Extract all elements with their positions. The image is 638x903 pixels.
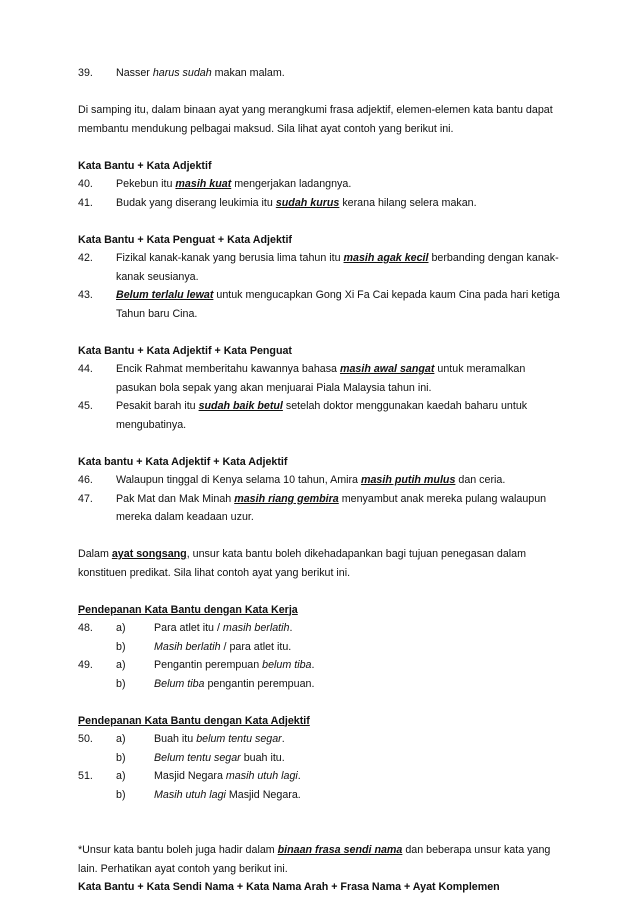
example-48b: b) Masih berlatih / para atlet itu. [116,640,292,653]
emphasis: masih kuat [175,178,232,190]
example-40: 40. Pekebun itu masih kuat mengerjakan ladangnya. [78,178,352,190]
emphasis: ayat songsang [111,548,187,560]
example-49a: a) Pengantin perempuan belum tiba. [116,659,315,671]
example-41: 41. Budak yang diserang leukimia itu sudah kurus kerana hilang selera makan. [78,196,477,209]
paragraph-intro: Di samping itu, dalam binaan ayat yang merangkumi frasa adjektif, elemen-elemen kata bantu dapat membantu mendukung pelbagai maksud. Sila lihat ayat contoh yang berikut ini. [78,104,553,135]
emphasis: harus sudah [152,67,212,79]
emphasis: masih agak kecil [343,252,429,264]
heading-kb-adj-penguat: Kata Bantu + Kata Adjektif + Kata Penguat [78,344,292,357]
example-48: 48. a) Para atlet itu / masih berlatih. b) Masih berlatih / para atlet itu. [78,619,562,656]
example-47: 47. Pak Mat dan Mak Minah masih riang gembira menyambut anak mereka pulang walaupun mereka dalam keadaan uzur. [78,492,547,523]
emphasis: sudah baik betul [198,400,283,412]
emphasis: sudah kurus [275,196,340,209]
example-50b: b) Belum tentu segar buah itu. [116,751,285,764]
example-46: 46. Walaupun tinggal di Kenya selama 10 tahun, Amira masih putih mulus dan ceria. [78,474,506,486]
example-51b: b) Masih utuh lagi Masjid Negara. [116,788,301,801]
example-42: 42. Fizikal kanak-kanak yang berusia lima tahun itu masih agak kecil berbanding dengan kanak-kanak seusianya. [78,252,559,283]
example-50: 50. a) Buah itu belum tentu segar. b) Belum tentu segar buah itu. [78,730,562,767]
emphasis: Belum terlalu lewat [116,289,214,301]
heading-kb-penguat-adj: Kata Bantu + Kata Penguat + Kata Adjektif [78,233,292,246]
heading-kb-adj-adj: Kata bantu + Kata Adjektif + Kata Adjektif [78,455,288,468]
example-49: 49. a) Pengantin perempuan belum tiba. b) Belum tiba pengantin perempuan. [78,656,562,693]
example-51a: a) Masjid Negara masih utuh lagi. [116,770,301,782]
example-39 [78,64,562,83]
example-50a: a) Buah itu belum tentu segar. [116,733,285,745]
heading-kb-adj: Kata Bantu + Kata Adjektif [78,159,212,172]
heading-pendepanan-kerja: Pendepanan Kata Bantu dengan Kata Kerja [78,603,298,616]
emphasis: masih putih mulus [360,474,456,486]
example-number: 39. [78,67,93,79]
example-49b: b) Belum tiba pengantin perempuan. [116,677,315,690]
example-48a: a) Para atlet itu / masih berlatih. [116,622,293,634]
example-43: 43. Belum terlalu lewat untuk mengucapkan Gong Xi Fa Cai kepada kaum Cina pada hari ketiga Tahun baru Cina. [78,289,560,320]
paragraph-ayat-songsang: Dalam ayat songsang, unsur kata bantu boleh dikehadapankan bagi tujuan penegasan dalam konstituen predikat. Sila lihat contoh ayat yang berikut ini. [78,548,526,579]
example-51: 51. a) Masjid Negara masih utuh lagi. b) Masih utuh lagi Masjid Negara. [78,767,562,804]
emphasis: binaan frasa sendi nama [277,844,403,856]
emphasis: masih awal sangat [339,363,435,375]
document-page [78,64,562,897]
example-text: Nasser harus sudah makan malam. [116,67,285,79]
example-45: 45. Pesakit barah itu sudah baik betul setelah doktor menggunakan kaedah baharu untuk mengubatinya. [78,400,528,431]
heading-kb-sendi-nama: Kata Bantu + Kata Sendi Nama + Kata Nama Arah + Frasa Nama + Ayat Komplemen [78,881,500,893]
heading-pendepanan-adjektif: Pendepanan Kata Bantu dengan Kata Adjektif [78,714,310,727]
emphasis: masih riang gembira [234,492,339,505]
example-44: 44. Encik Rahmat memberitahu kawannya bahasa masih awal sangat untuk meramalkan pasukan bola sepak yang akan menjuarai Piala Malaysia tahun ini. [78,363,526,394]
paragraph-note: *Unsur kata bantu boleh juga hadir dalam binaan frasa sendi nama dan beberapa unsur kata yang lain. Perhatikan ayat contoh yang berikut ini. [78,844,551,875]
